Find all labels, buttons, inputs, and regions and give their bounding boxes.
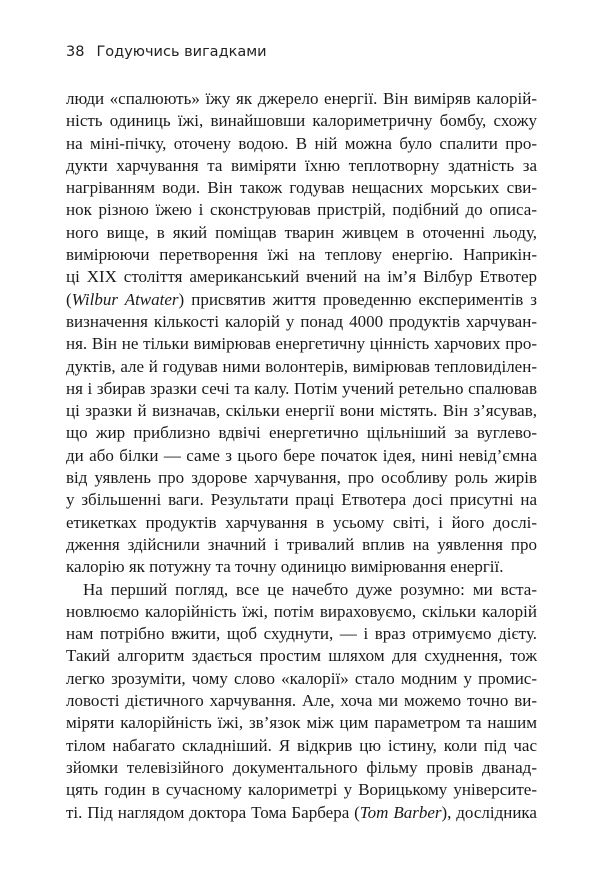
- text-line: ди або білки — саме з цього бере початок ідея, нині невід’ємна: [66, 445, 537, 465]
- text-line: нагріванням води. Він також годував нещасних морських сви-: [66, 178, 537, 198]
- text-line: ці XIX століття американський вчений на ім’я Вілбур Етвотер: [66, 267, 537, 287]
- text-segment: ті. Під наглядом доктора Тома Барбера (: [66, 802, 360, 822]
- text-line: ці зразки й визначав, скільки енергії вони містять. Він з’ясував,: [66, 401, 537, 421]
- text-line: що жир приблизно вдвічі енергетично щільніший за вуглево-: [66, 423, 537, 443]
- text-line: [66, 289, 537, 311]
- paragraph: [66, 579, 537, 824]
- text-line: цять годин в сучасному калориметрі у Ворицькому університе-: [66, 780, 537, 800]
- text-line: дуктів, але й годував ними волонтерів, вимірював тепловиділен-: [66, 356, 537, 376]
- text-line: ність одиниць їжі, винайшовши калориметричну бомбу, схожу: [66, 111, 537, 131]
- italic-name: Tom Barber: [359, 802, 442, 822]
- text-line: ня. Він не тільки вимірював енергетичну цінність харчових про-: [66, 334, 537, 354]
- text-line: люди «спалюють» їжу як джерело енергії. Він виміряв калорій-: [66, 89, 537, 108]
- text-line: легко зрозуміти, чому слово «калорії» стало модним у промис-: [66, 668, 537, 688]
- text-line: На перший погляд, все це начебто дуже розумно: ми вста-: [83, 579, 537, 599]
- text-segment: ), дослідника: [441, 802, 537, 822]
- text-line: на міні-пічку, оточену водою. В ній можна було спалити про-: [66, 133, 537, 153]
- text-line: ного вище, в який поміщав тварин живцем в оточенні льоду,: [66, 222, 537, 242]
- text-line: у збільшенні ваги. Результати праці Етвотера досі присутні на: [66, 490, 537, 510]
- text-line: визначення кількості калорій у понад 4000 продуктів харчуван-: [66, 311, 537, 331]
- text-segment: (: [66, 289, 72, 309]
- page-number: 38: [66, 44, 85, 60]
- text-line: ня і збирав зразки сечі та калу. Потім учений ретельно спалював: [66, 378, 537, 398]
- text-line: ловості дієтичного харчування. Але, хоча ми можемо точно ви-: [66, 691, 537, 711]
- text-line: дження здійснили значний і тривалий вплив на уявлення про: [66, 534, 537, 554]
- text-line: нок різною їжею і сконструював пристрій, подібний до описа-: [66, 200, 537, 220]
- text-line: [66, 802, 537, 824]
- paragraph: [66, 88, 537, 579]
- text-line: Такий алгоритм здається простим шляхом для схуднення, тож: [66, 646, 537, 666]
- text-line: тілом набагато складніший. Я відкрив цю істину, коли під час: [66, 735, 537, 755]
- text-line: новлюємо калорійність їжі, потім вираховуємо, скільки калорій: [66, 601, 537, 621]
- body-text: [66, 88, 537, 824]
- text-line: нам потрібно вжити, щоб схуднути, — і враз отримуємо дієту.: [66, 624, 537, 644]
- running-header: [66, 44, 267, 60]
- italic-name: Wilbur Atwater: [71, 289, 179, 309]
- text-line: від уявлень про здорове харчування, про особливу роль жирів: [66, 468, 537, 488]
- text-line: етикетках продуктів харчування в усьому світі, і його дослі-: [66, 512, 537, 532]
- text-line: вимірюючи перетворення їжі на теплову енергію. Наприкін-: [66, 245, 537, 265]
- text-segment: ) присвятив життя проведенню експериментів з: [178, 289, 538, 309]
- text-line: дукти харчування та виміряти їхню теплотворну здатність за: [66, 155, 537, 175]
- running-title: Годуючись вигадками: [96, 44, 267, 60]
- text-line: калорію як потужну та точну одиницю вимірювання енергії.: [66, 557, 504, 577]
- text-line: зйомки телевізійного документального фільму провів дванад-: [66, 757, 537, 777]
- text-line: міряти калорійність їжі, зв’язок між цим параметром та нашим: [66, 713, 537, 733]
